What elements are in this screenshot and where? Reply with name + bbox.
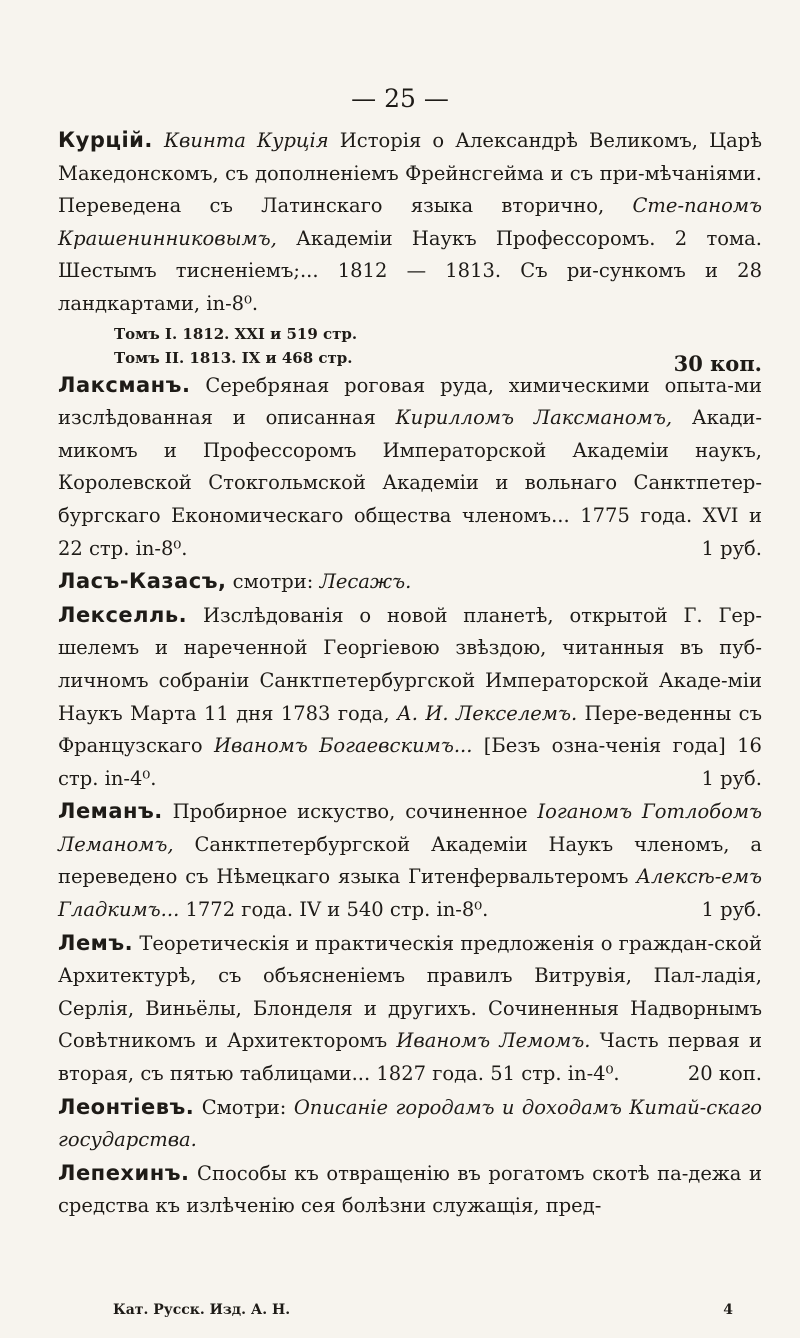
entry-price: 1 руб. bbox=[701, 898, 762, 922]
entry-text: Санктпетербургской Академіи Наукъ членомъ, а переведено съ Нѣмецкаго языка Гитенфервальтеромъ bbox=[58, 832, 762, 889]
footer-catalog-title: Кат. Русск. Изд. А. Н. bbox=[113, 1302, 291, 1318]
entry-text: [Безъ озна-ченія года] 16 стр. in-4⁰. bbox=[58, 734, 762, 790]
entry-author-italic: Иваномъ Богаевскимъ... bbox=[214, 734, 473, 758]
entry-text: Изслѣдованія о новой планетѣ, открытой Г. Гер-шелемъ и нареченной Георгіевою звѣздою, читанныя въ пуб-личномъ собраніи Санктпетербургской Императорской Акаде-міи Наукъ Марта 11 дня 1783 года, bbox=[58, 603, 762, 725]
entry-text: Теоретическія и практическія предложенія о граждан-ской Архитектурѣ, съ объясненіемъ правилъ Витрувія, Пал-ладія, Серлія, Виньёлы, Блонделя и другихъ. Сочиненныя Надворнымъ Совѣтникомъ и Архитекторомъ bbox=[58, 931, 762, 1053]
page-number: — 25 — bbox=[351, 84, 449, 113]
entry-text: Акади-микомъ и Профессоромъ Императорской Академіи наукъ, Королевской Стокгольмской Академіи и вольнаго Санктпетер-бургскаго Економическаго общества членомъ... 1775 года. XVI и 22 стр. in-8⁰. bbox=[58, 406, 762, 560]
catalog-entry bbox=[58, 1091, 762, 1157]
entry-author-italic: Кирилломъ Лаксманомъ, bbox=[395, 406, 673, 430]
entry-text: Смотри: bbox=[194, 1095, 294, 1119]
entry-price: 1 руб. bbox=[701, 766, 762, 790]
volume-text: Томъ I. 1812. XXI и 519 стр. bbox=[114, 324, 358, 343]
catalog-entry bbox=[58, 599, 762, 796]
entry-author-italic: А. И. Лекселемъ. bbox=[397, 701, 578, 725]
entry-author-italic: Лесажъ. bbox=[319, 570, 412, 594]
entry-text: Серебряная роговая руда, химическими опыта-ми изслѣдованная и описанная bbox=[58, 373, 762, 430]
entry-text: Пере-веденны съ Французскаго bbox=[58, 701, 762, 758]
catalog-entry bbox=[58, 124, 762, 321]
entry-headword: Лаcъ-Казасъ, bbox=[58, 569, 227, 594]
entry-text: Способы къ отвращенію въ рогатомъ скотѣ па-дежа и средства къ излѣченію сея болѣзни служащія, пред- bbox=[58, 1161, 762, 1218]
entry-author-italic: Алексѣ-емъ Гладкимъ... bbox=[58, 865, 762, 922]
entry-text bbox=[153, 129, 164, 152]
catalog-entry bbox=[58, 369, 762, 566]
entry-text: Академіи Наукъ Профессоромъ. 2 тома. Шестымъ тисненіемъ;... 1812 — 1813. Съ ри-сункомъ и 28 ландкартами, in-8⁰. bbox=[58, 226, 762, 315]
entry-author-italic: Описаніе городамъ и доходамъ Китай-скаго государства. bbox=[58, 1095, 763, 1152]
entry-headword: Леманъ. bbox=[58, 799, 163, 824]
entry-author-italic: Сте-паномъ Крашенинниковымъ, bbox=[58, 194, 762, 250]
footer-signature-mark: 4 bbox=[723, 1302, 733, 1318]
catalog-entry bbox=[58, 565, 762, 599]
entry-text: Часть первая и вторая, съ пятью таблицами... 1827 года. 51 стр. in-4⁰. bbox=[58, 1029, 763, 1086]
entry-price: 1 руб. bbox=[701, 536, 762, 560]
entry-text: Пробирное искуство, сочиненное bbox=[162, 800, 538, 824]
entry-headword: Лекселль. bbox=[58, 602, 188, 627]
page-footer bbox=[113, 1302, 733, 1318]
entry-text: Исторія о Александрѣ Великомъ, Царѣ Македонскомъ, съ дополненіемъ Фрейнсгейма и съ при-мѣчаніями. Переведена съ Латинскаго языка вторично, bbox=[58, 129, 762, 218]
entry-price: 30 коп. bbox=[673, 350, 762, 376]
entry-text: смотри: bbox=[226, 570, 320, 594]
entry-headword: Лепехинъ. bbox=[58, 1160, 190, 1185]
catalog-entry bbox=[58, 795, 762, 926]
volume-text: Томъ II. 1813. IX и 468 стр. bbox=[114, 348, 353, 367]
entry-headword: Леонтіевъ. bbox=[58, 1094, 195, 1119]
entry-author-italic: Іоганомъ Готлобомъ Леманомъ, bbox=[58, 800, 762, 856]
entry-price: 20 коп. bbox=[687, 1062, 762, 1086]
entry-text: 1772 года. IV и 540 стр. in-8⁰. bbox=[179, 898, 489, 922]
entry-headword: Лаксманъ. bbox=[58, 372, 191, 397]
entry-volume-line bbox=[114, 347, 762, 376]
entry-author-italic: Квинта Курція bbox=[163, 129, 329, 152]
catalog-entry bbox=[58, 1157, 762, 1223]
entry-headword: Лемъ. bbox=[58, 930, 134, 955]
entry-author-italic: Иваномъ Лемомъ. bbox=[396, 1029, 591, 1053]
entries-list bbox=[58, 124, 762, 1223]
entry-headword: Курцій. bbox=[58, 128, 153, 152]
catalog-entry bbox=[58, 927, 762, 1091]
entry-volume-line bbox=[114, 323, 762, 345]
